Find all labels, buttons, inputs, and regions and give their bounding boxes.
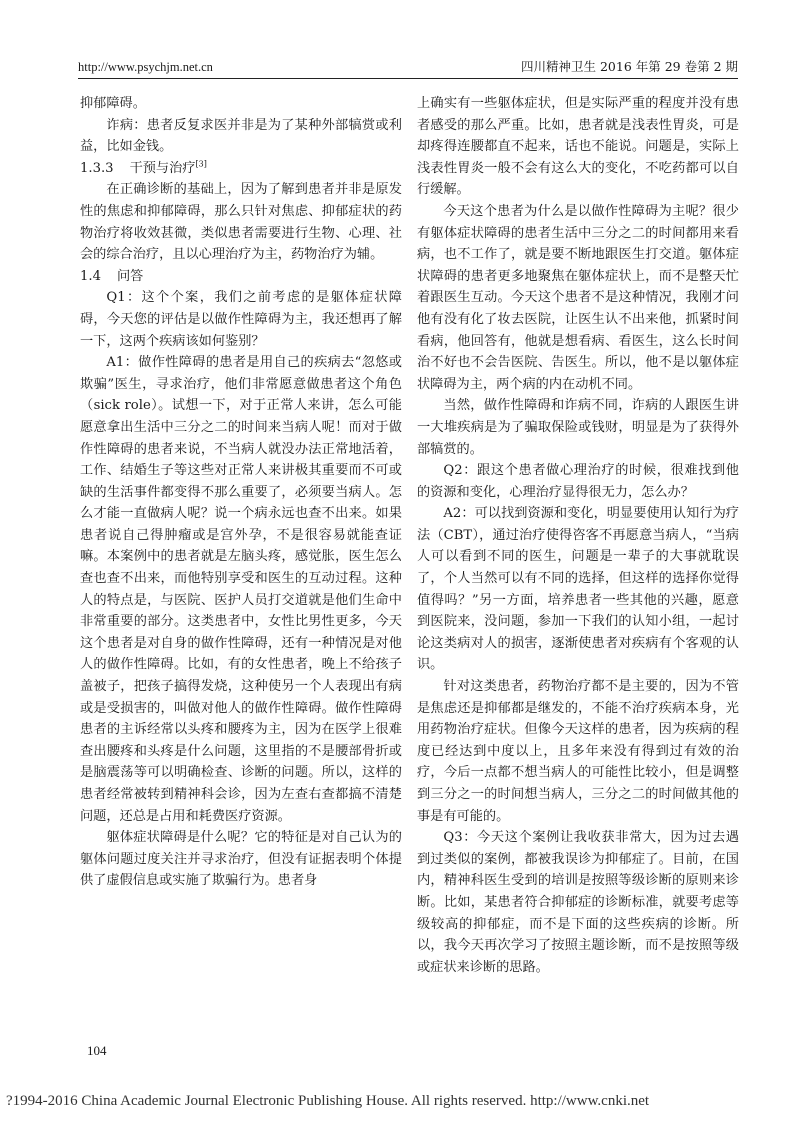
citation-ref: [3]: [195, 159, 207, 169]
question-paragraph: Q3：今天这个案例让我收获非常大，因为过去遇到过类似的案例，都被我误诊为抑郁症了。目前，在国内，精神科医生受到的培训是按照等级诊断的原则来诊断。比如，某患者符合抑郁症的诊断标准，就要考虑等级较高的抑郁症，而不是下面的这些疾病的诊断。所以，我今天再次学习了按照主题诊断，而不是按照等级或症状来诊断的思路。: [417, 830, 739, 975]
right-column: [417, 93, 739, 978]
section-number: 1.3.3: [80, 160, 114, 176]
page-number: 104: [87, 1043, 107, 1058]
section-number: 1.4: [80, 268, 101, 284]
paragraph: 在正确诊断的基础上，因为了解到患者并非是原发性的焦虑和抑郁障碍，那么只针对焦虑、抑郁症状的药物治疗将收效甚微，类似患者需要进行生物、心理、社会的综合治疗，且以心理治疗为主，药物治疗为辅。: [80, 182, 402, 263]
left-column: [80, 93, 402, 892]
paragraph: 抑郁障碍。: [80, 96, 146, 111]
copyright-notice: ?1994-2016 China Academic Journal Electronic Publishing House. All rights reserved. http://www.cnki.net: [6, 1093, 650, 1109]
paragraph: 上确实有一些躯体症状，但是实际严重的程度并没有患者感受的那么严重。比如，患者就是浅表性胃炎，可是却疼得连腰都直不起来，话也不能说。问题是，实际上浅表性胃炎一般不会有这么大的变化，不吃药都可以自行缓解。: [417, 96, 739, 198]
paragraph: 当然，做作性障碍和诈病不同，诈病的人跟医生讲一大堆疾病是为了骗取保险或钱财，明显是为了获得外部犒赏的。: [417, 398, 739, 457]
running-header: [78, 57, 738, 79]
section-heading: [80, 266, 402, 288]
question-paragraph: Q1：这个个案，我们之前考虑的是躯体症状障碍，今天您的评估是以做作性障碍为主，我还想再了解一下，这两个疾病该如何鉴别？: [80, 290, 402, 349]
section-heading: [80, 158, 402, 180]
answer-paragraph: A1：做作性障碍的患者是用自己的疾病去“忽悠或欺骗”医生，寻求治疗，他们非常愿意做患者这个角色（sick role）。试想一下，对于正常人来讲，怎么可能愿意拿出生活中三分之二的时间来当病人呢！而对于做作性障碍的患者来说，不当病人就没办法正常地活着，工作、结婚生子等这些对正常人来讲极其重要而不可或缺的生活事件都变得不那么重要了，必须要当病人。怎么才能一直做病人呢？说一个病永远也查不出来。如果患者说自己得肿瘤或是宫外孕，不是很容易就能查证嘛。本案例中的患者就是左脑头疼，感觉胀，医生怎么查也查不出来，而他特别享受和医生的互动过程。这种人的特点是，与医院、医护人员打交道就是他们生命中非常重要的部分。这类患者中，女性比男性更多，今天这个患者是对自身的做作性障碍，还有一种情况是对他人的做作性障碍。比如，有的女性患者，晚上不给孩子盖被子，把孩子搞得发烧，这种使另一个人表现出有病或是受损害的，叫做对他人的做作性障碍。做作性障碍患者的主诉经常以头疼和腰疼为主，因为在医学上很难查出腰疼和头疼是什么问题，这里指的不是腰部骨折或是脑震荡等可以明确检查、诊断的问题。所以，这样的患者经常被转到精神科会诊，因为左查右查都搞不清楚问题，还总是占用和耗费医疗资源。: [80, 355, 402, 824]
answer-paragraph: A2：可以找到资源和变化，明显要使用认知行为疗法（CBT），通过治疗使得咨客不再愿意当病人，“当病人可以看到不同的医生，问题是一辈子的大事就耽误了，个人当然可以有不同的选择，但这样的选择你觉得值得吗？”另一方面，培养患者一些其他的兴趣，愿意到医院来，没问题，参加一下我们的认知小组，一起讨论这类病对人的损害，逐渐使患者对疾病有个客观的认识。: [417, 506, 739, 673]
paragraph: 针对这类患者，药物治疗都不是主要的，因为不管是焦虑还是抑郁都是继发的，不能不治疗疾病本身，光用药物治疗症状。但像今天这样的患者，因为疾病的程度已经达到中度以上，且多年来没有得到过有效的治疗，今后一点都不想当病人的可能性比较小，但是调整到三分之一的时间想当病人，三分之二的时间做其他的事是有可能的。: [417, 679, 739, 824]
section-title: 干预与治疗: [129, 160, 196, 176]
journal-issue: 四川精神卫生 2016 年第 29 卷第 2 期: [520, 59, 738, 74]
paragraph: 今天这个患者为什么是以做作性障碍为主呢？很少有躯体症状障碍的患者生活中三分之二的时间都用来看病，也不工作了，就是要不断地跟医生打交道。躯体症状障碍的患者更多地聚焦在躯体症状上，而不是整天忙着跟医生互动。今天这个患者不是这种情况，我刚才问他有没有化了妆去医院，让医生认不出来他，抓紧时间看病，他回答有，他就是想看病、看医生，这么长时间治不好也不会告医院、告医生。所以，他不是以躯体症状障碍为主，两个病的内在动机不同。: [417, 203, 739, 392]
journal-url: http://www.psychjm.net.cn: [78, 60, 213, 74]
section-title: 问答: [116, 268, 144, 284]
paragraph: 诈病：患者反复求医并非是为了某种外部犒赏或利益，比如金钱。: [80, 117, 402, 155]
paragraph: 躯体症状障碍是什么呢？它的特征是对自己认为的躯体问题过度关注并寻求治疗，但没有证据表明个体提供了虚假信息或实施了欺骗行为。患者身: [80, 830, 402, 889]
question-paragraph: Q2：跟这个患者做心理治疗的时候，很难找到他的资源和变化，心理治疗显得很无力，怎么办？: [417, 463, 739, 500]
